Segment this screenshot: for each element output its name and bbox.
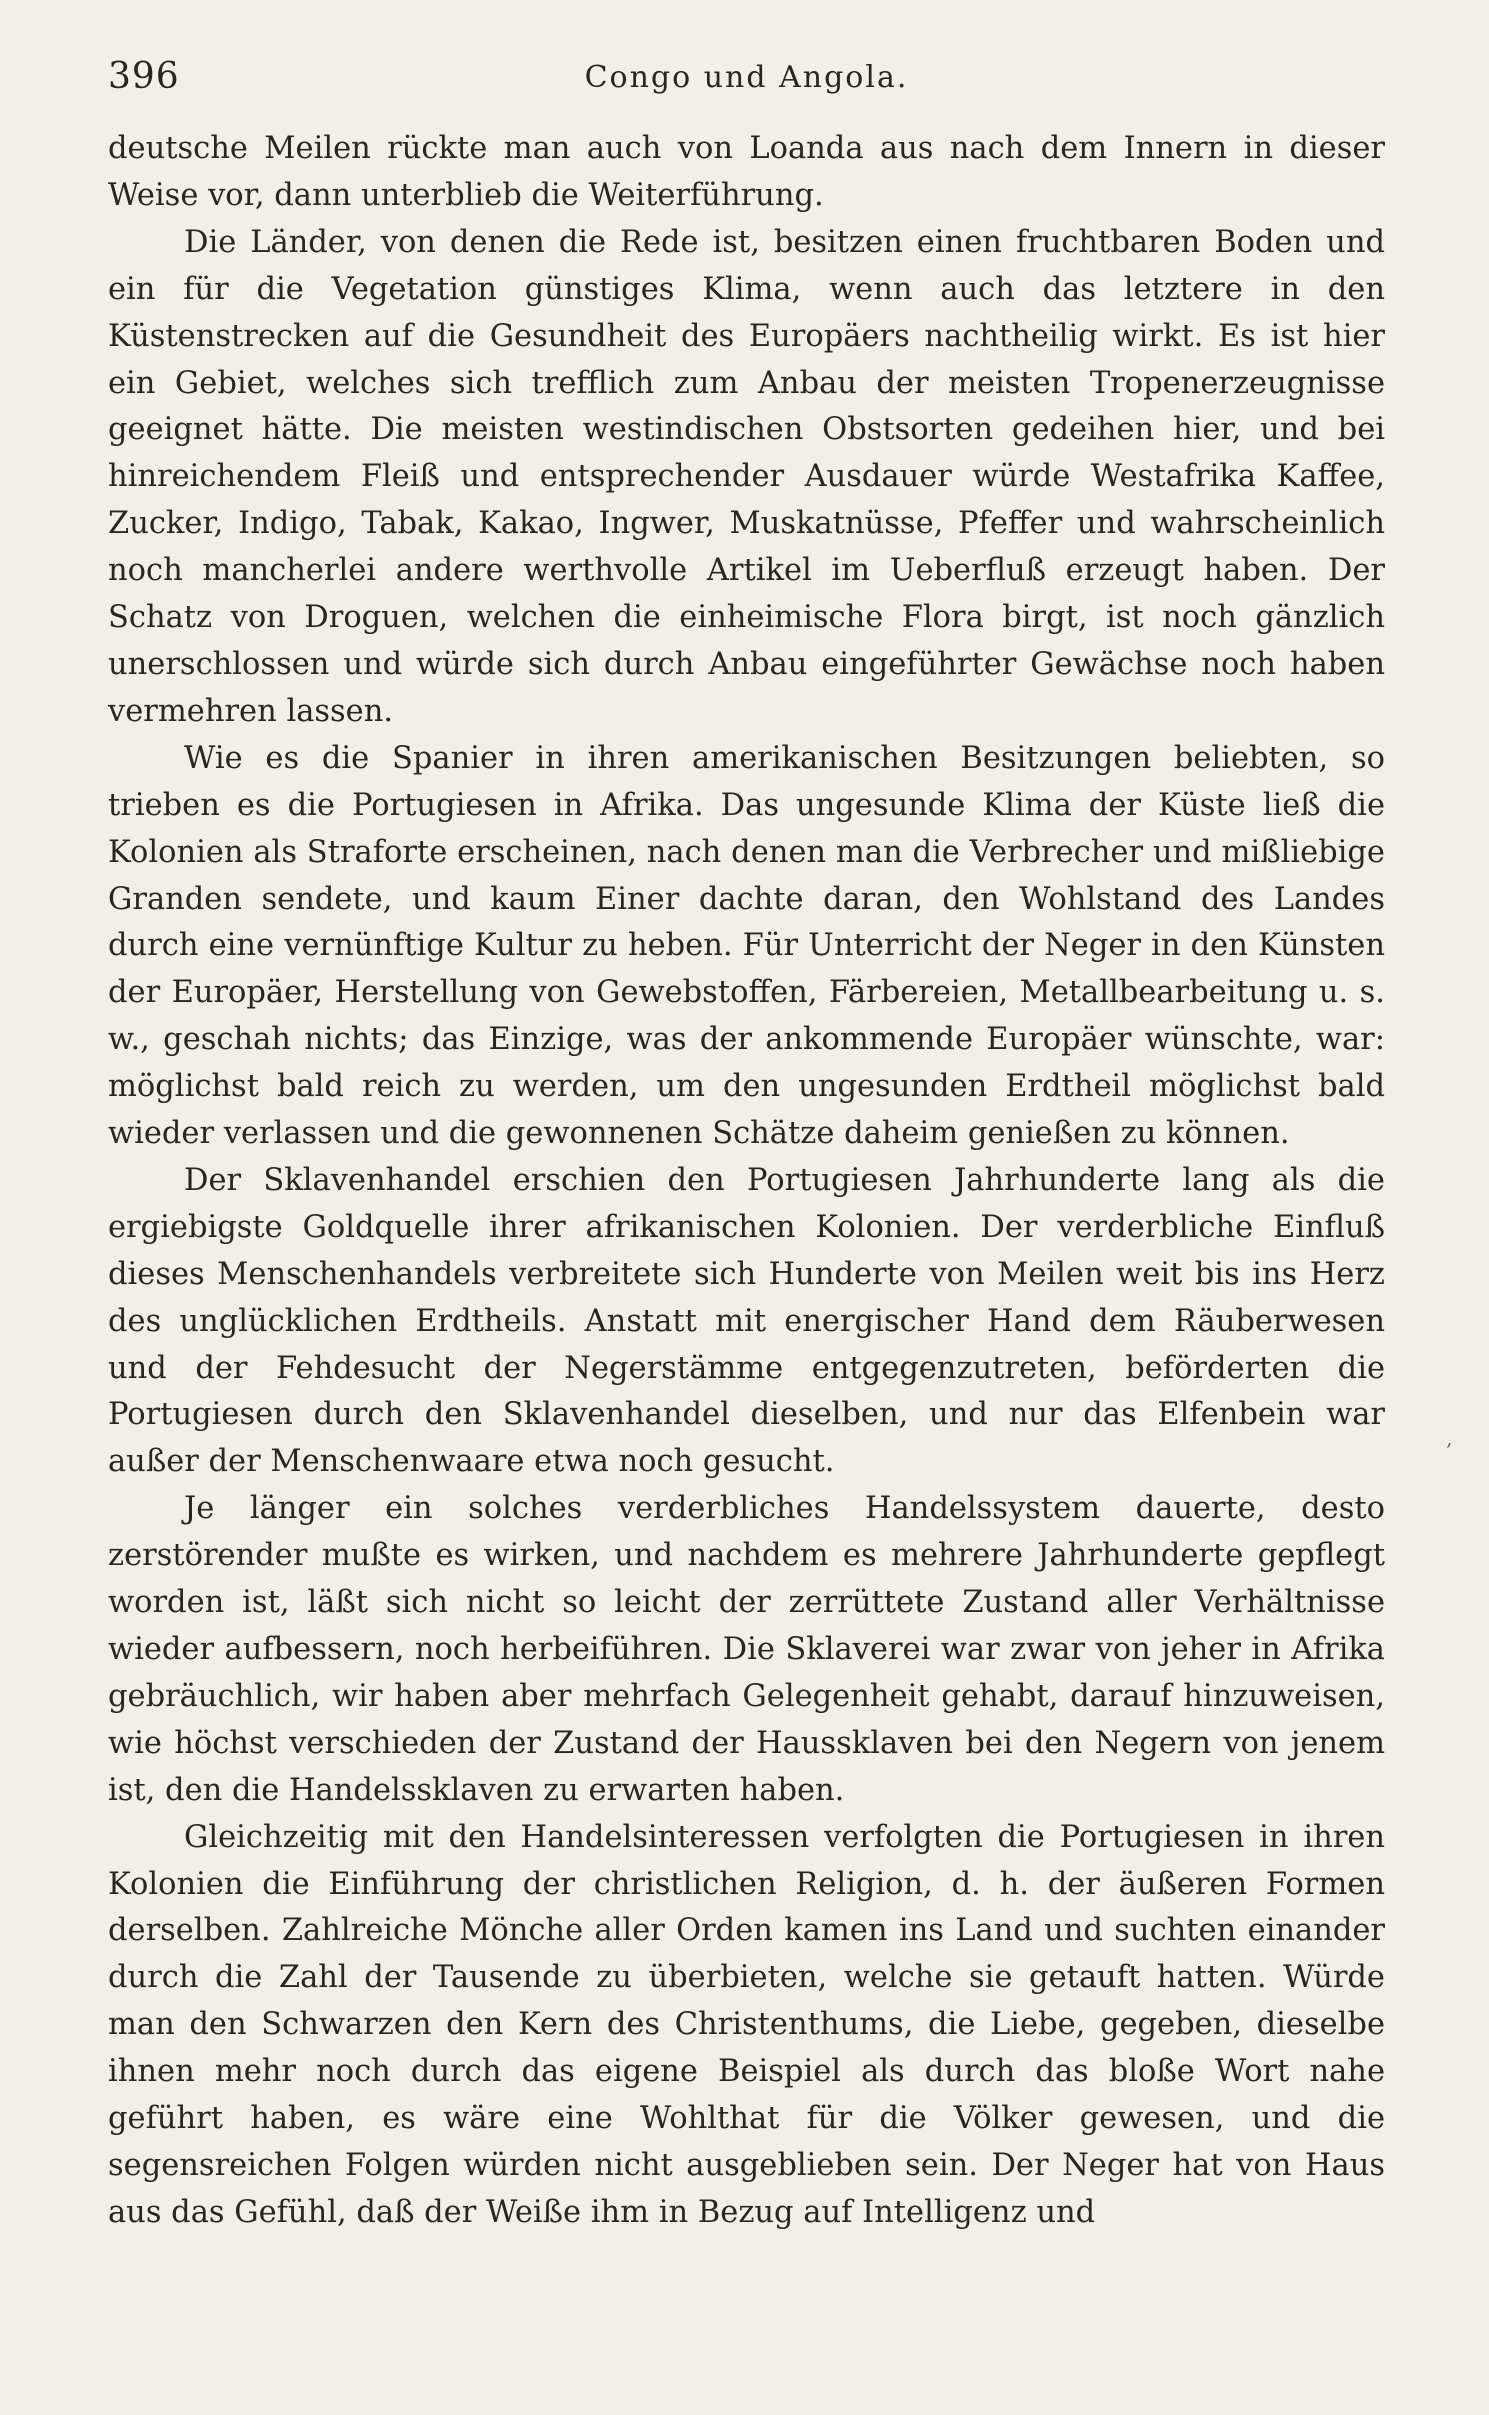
paragraph: Der Sklavenhandel erschien den Portugiesen Jahrhunderte lang als die ergiebigste Goldquelle ihrer afrikanischen Kolonien. Der verderbliche Einfluß dieses Menschenhandels verbreitete sich Hunderte von Meilen weit bis ins Herz des unglücklichen Erdtheils. Anstatt mit energischer Hand dem Räuberwesen und der Fehdesucht der Negerstämme entgegenzutreten, beförderten die Portugiesen durch den Sklavenhandel dieselben, und nur das Elfenbein war außer der Menschenwaare etwa noch gesucht. bbox=[108, 1162, 1385, 1480]
margin-mark: ‚ bbox=[1446, 1426, 1453, 1450]
page-number: 396 bbox=[108, 56, 180, 97]
paragraph: Die Länder, von denen die Rede ist, besitzen einen fruchtbaren Boden und ein für die Vegetation günstiges Klima, wenn auch das letztere in den Küstenstrecken auf die Gesundheit des Europäers nachtheilig wirkt. Es ist hier ein Gebiet, welches sich trefflich zum Anbau der meisten Tropenerzeugnisse geeignet hätte. Die meisten westindischen Obstsorten gedeihen hier, und bei hinreichendem Fleiß und entsprechender Ausdauer würde Westafrika Kaffee, Zucker, Indigo, Tabak, Kakao, Ingwer, Muskatnüsse, Pfeffer und wahrscheinlich noch mancherlei andere werthvolle Artikel im Ueberfluß erzeugt haben. Der Schatz von Droguen, welchen die einheimische Flora birgt, ist noch gänzlich unerschlossen und würde sich durch Anbau eingeführter Gewächse noch haben vermehren lassen. bbox=[108, 224, 1385, 729]
paragraph: Gleichzeitig mit den Handelsinteressen verfolgten die Portugiesen in ihren Kolonien die Einführung der christlichen Religion, d. h. der äußeren Formen derselben. Zahlreiche Mönche aller Orden kamen ins Land und suchten einander durch die Zahl der Tausende zu überbieten, welche sie getauft hatten. Würde man den Schwarzen den Kern des Christenthums, die Liebe, gegeben, dieselbe ihnen mehr noch durch das eigene Beispiel als durch das bloße Wort nahe geführt haben, es wäre eine Wohlthat für die Völker gewesen, und die segensreichen Folgen würden nicht ausgeblieben sein. Der Neger hat von Haus aus das Gefühl, daß der Weiße ihm in Bezug auf Intelligenz und bbox=[108, 1819, 1385, 2230]
body-text bbox=[108, 126, 1385, 2237]
running-head: Congo und Angola. bbox=[584, 60, 909, 95]
paragraph: Je länger ein solches verderbliches Handelssystem dauerte, desto zerstörender mußte es wirken, und nachdem es mehrere Jahrhunderte gepflegt worden ist, läßt sich nicht so leicht der zerrüttete Zustand aller Verhältnisse wieder aufbessern, noch herbeiführen. Die Sklaverei war zwar von jeher in Afrika gebräuchlich, wir haben aber mehrfach Gelegenheit gehabt, darauf hinzuweisen, wie höchst verschieden der Zustand der Haussklaven bei den Negern von jenem ist, den die Handelssklaven zu erwarten haben. bbox=[108, 1491, 1385, 1808]
paragraph-continuation: deutsche Meilen rückte man auch von Loanda aus nach dem Innern in dieser Weise vor, dann unterblieb die Weiterführung. bbox=[108, 131, 1385, 213]
page-header bbox=[108, 50, 1385, 106]
paragraph: Wie es die Spanier in ihren amerikanischen Besitzungen beliebten, so trieben es die Portugiesen in Afrika. Das ungesunde Klima der Küste ließ die Kolonien als Straforte erscheinen, nach denen man die Verbrecher und mißliebige Granden sendete, und kaum Einer dachte daran, den Wohlstand des Landes durch eine vernünftige Kultur zu heben. Für Unterricht der Neger in den Künsten der Europäer, Herstellung von Gewebstoffen, Färbereien, Metallbearbeitung u. s. w., geschah nichts; das Einzige, was der ankommende Europäer wünschte, war: möglichst bald reich zu werden, um den ungesunden Erdtheil möglichst bald wieder verlassen und die gewonnenen Schätze daheim genießen zu können. bbox=[108, 740, 1385, 1152]
book-page bbox=[108, 50, 1385, 2237]
